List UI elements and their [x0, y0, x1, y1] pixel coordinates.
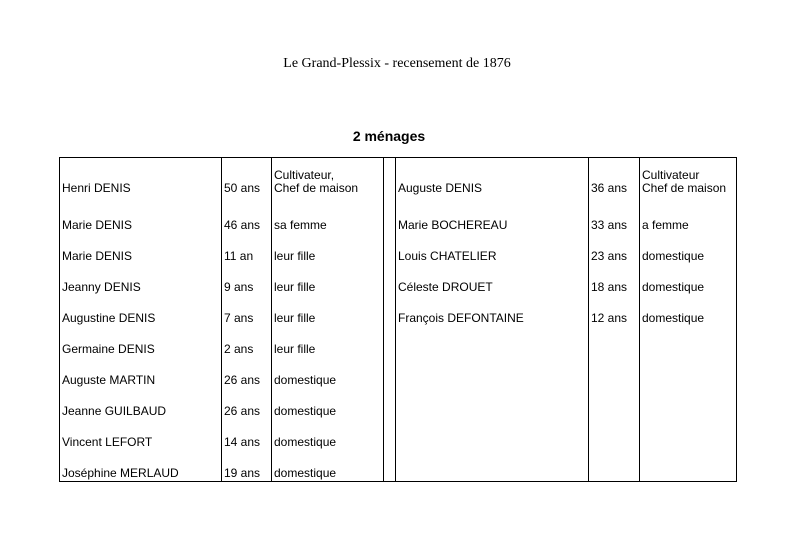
- right-role-cell: [640, 450, 737, 481]
- household-separator: [384, 233, 396, 264]
- right-name-cell: [396, 419, 589, 450]
- household-separator: [384, 388, 396, 419]
- right-name-cell: [396, 326, 589, 357]
- right-age-cell: [589, 450, 640, 481]
- left-role-cell-line: sa femme: [274, 218, 327, 232]
- left-age-cell: 26 ans: [222, 357, 272, 388]
- right-age-cell: [589, 388, 640, 419]
- right-age-cell: 12 ans: [589, 295, 640, 326]
- left-name-cell: Vincent LEFORT: [60, 419, 222, 450]
- right-role-cell: [640, 202, 737, 233]
- right-role-cell: [640, 158, 737, 203]
- left-name-cell: Jeanne GUILBAUD: [60, 388, 222, 419]
- left-age-cell: 7 ans: [222, 295, 272, 326]
- census-table: [59, 157, 737, 482]
- left-name-cell: Henri DENIS: [60, 158, 222, 203]
- left-name-cell: Marie DENIS: [60, 233, 222, 264]
- right-role-cell: [640, 388, 737, 419]
- left-role-cell: [272, 357, 384, 388]
- left-age-cell: 50 ans: [222, 158, 272, 203]
- right-name-cell: François DEFONTAINE: [396, 295, 589, 326]
- left-name-cell: Marie DENIS: [60, 202, 222, 233]
- document-title: Le Grand-Plessix - recensement de 1876: [283, 56, 511, 71]
- census-body: [60, 158, 737, 482]
- right-name-cell: [396, 357, 589, 388]
- left-role-cell-line: leur fille: [274, 280, 316, 294]
- left-role-cell-line: leur fille: [274, 249, 316, 263]
- right-role-cell-line: Chef de maison: [642, 181, 727, 195]
- left-role-cell-line: Cultivateur,: [274, 168, 335, 182]
- left-role-cell-line: Chef de maison: [274, 181, 359, 195]
- left-age-cell: 46 ans: [222, 202, 272, 233]
- left-name-cell: Joséphine MERLAUD: [60, 450, 222, 481]
- left-role-cell: [272, 419, 384, 450]
- table-row: [60, 357, 737, 388]
- right-name-cell: Louis CHATELIER: [396, 233, 589, 264]
- table-row: [60, 158, 737, 203]
- left-age-cell: 9 ans: [222, 264, 272, 295]
- left-name-cell: Jeanny DENIS: [60, 264, 222, 295]
- household-separator: [384, 450, 396, 481]
- right-role-cell-line: domestique: [642, 249, 705, 263]
- left-role-cell-line: leur fille: [274, 342, 316, 356]
- household-separator: [384, 264, 396, 295]
- left-role-cell: [272, 295, 384, 326]
- right-role-cell-line: Cultivateur: [642, 168, 700, 182]
- right-age-cell: 36 ans: [589, 158, 640, 203]
- right-role-cell-line: domestique: [642, 280, 705, 294]
- right-age-cell: 33 ans: [589, 202, 640, 233]
- left-age-cell: 14 ans: [222, 419, 272, 450]
- right-name-cell: Céleste DROUET: [396, 264, 589, 295]
- left-age-cell: 26 ans: [222, 388, 272, 419]
- right-age-cell: [589, 357, 640, 388]
- right-name-cell: [396, 450, 589, 481]
- left-role-cell-line: domestique: [274, 465, 337, 480]
- right-role-cell: [640, 419, 737, 450]
- table-row: [60, 419, 737, 450]
- table-row: [60, 450, 737, 481]
- right-role-cell-line: domestique: [642, 311, 705, 325]
- right-age-cell: [589, 419, 640, 450]
- right-role-cell: [640, 233, 737, 264]
- left-role-cell: [272, 450, 384, 481]
- household-separator: [384, 158, 396, 203]
- left-age-cell: 11 an: [222, 233, 272, 264]
- right-name-cell: [396, 388, 589, 419]
- right-age-cell: [589, 326, 640, 357]
- right-name-cell: Marie BOCHEREAU: [396, 202, 589, 233]
- table-row: [60, 233, 737, 264]
- left-role-cell-line: domestique: [274, 373, 337, 387]
- household-separator: [384, 419, 396, 450]
- right-age-cell: 23 ans: [589, 233, 640, 264]
- household-separator: [384, 357, 396, 388]
- left-name-cell: Augustine DENIS: [60, 295, 222, 326]
- right-role-cell: [640, 295, 737, 326]
- table-row: [60, 264, 737, 295]
- right-role-cell-line: a femme: [642, 218, 689, 232]
- right-name-cell: Auguste DENIS: [396, 158, 589, 203]
- table-row: [60, 388, 737, 419]
- right-role-cell: [640, 326, 737, 357]
- household-separator: [384, 295, 396, 326]
- left-age-cell: 2 ans: [222, 326, 272, 357]
- households-count: 2 ménages: [352, 128, 426, 144]
- right-role-cell: [640, 264, 737, 295]
- right-age-cell: 18 ans: [589, 264, 640, 295]
- left-role-cell-line: domestique: [274, 435, 337, 449]
- left-role-cell: [272, 264, 384, 295]
- left-name-cell: Auguste MARTIN: [60, 357, 222, 388]
- left-role-cell: [272, 233, 384, 264]
- right-role-cell: [640, 357, 737, 388]
- household-separator: [384, 326, 396, 357]
- left-age-cell: 19 ans: [222, 450, 272, 481]
- left-role-cell: [272, 326, 384, 357]
- left-role-cell-line: domestique: [274, 404, 337, 418]
- left-role-cell: [272, 388, 384, 419]
- left-role-cell-line: leur fille: [274, 311, 316, 325]
- left-role-cell: [272, 202, 384, 233]
- table-row: [60, 326, 737, 357]
- left-role-cell: [272, 158, 384, 203]
- left-name-cell: Germaine DENIS: [60, 326, 222, 357]
- household-separator: [384, 202, 396, 233]
- table-row: [60, 295, 737, 326]
- table-row: [60, 202, 737, 233]
